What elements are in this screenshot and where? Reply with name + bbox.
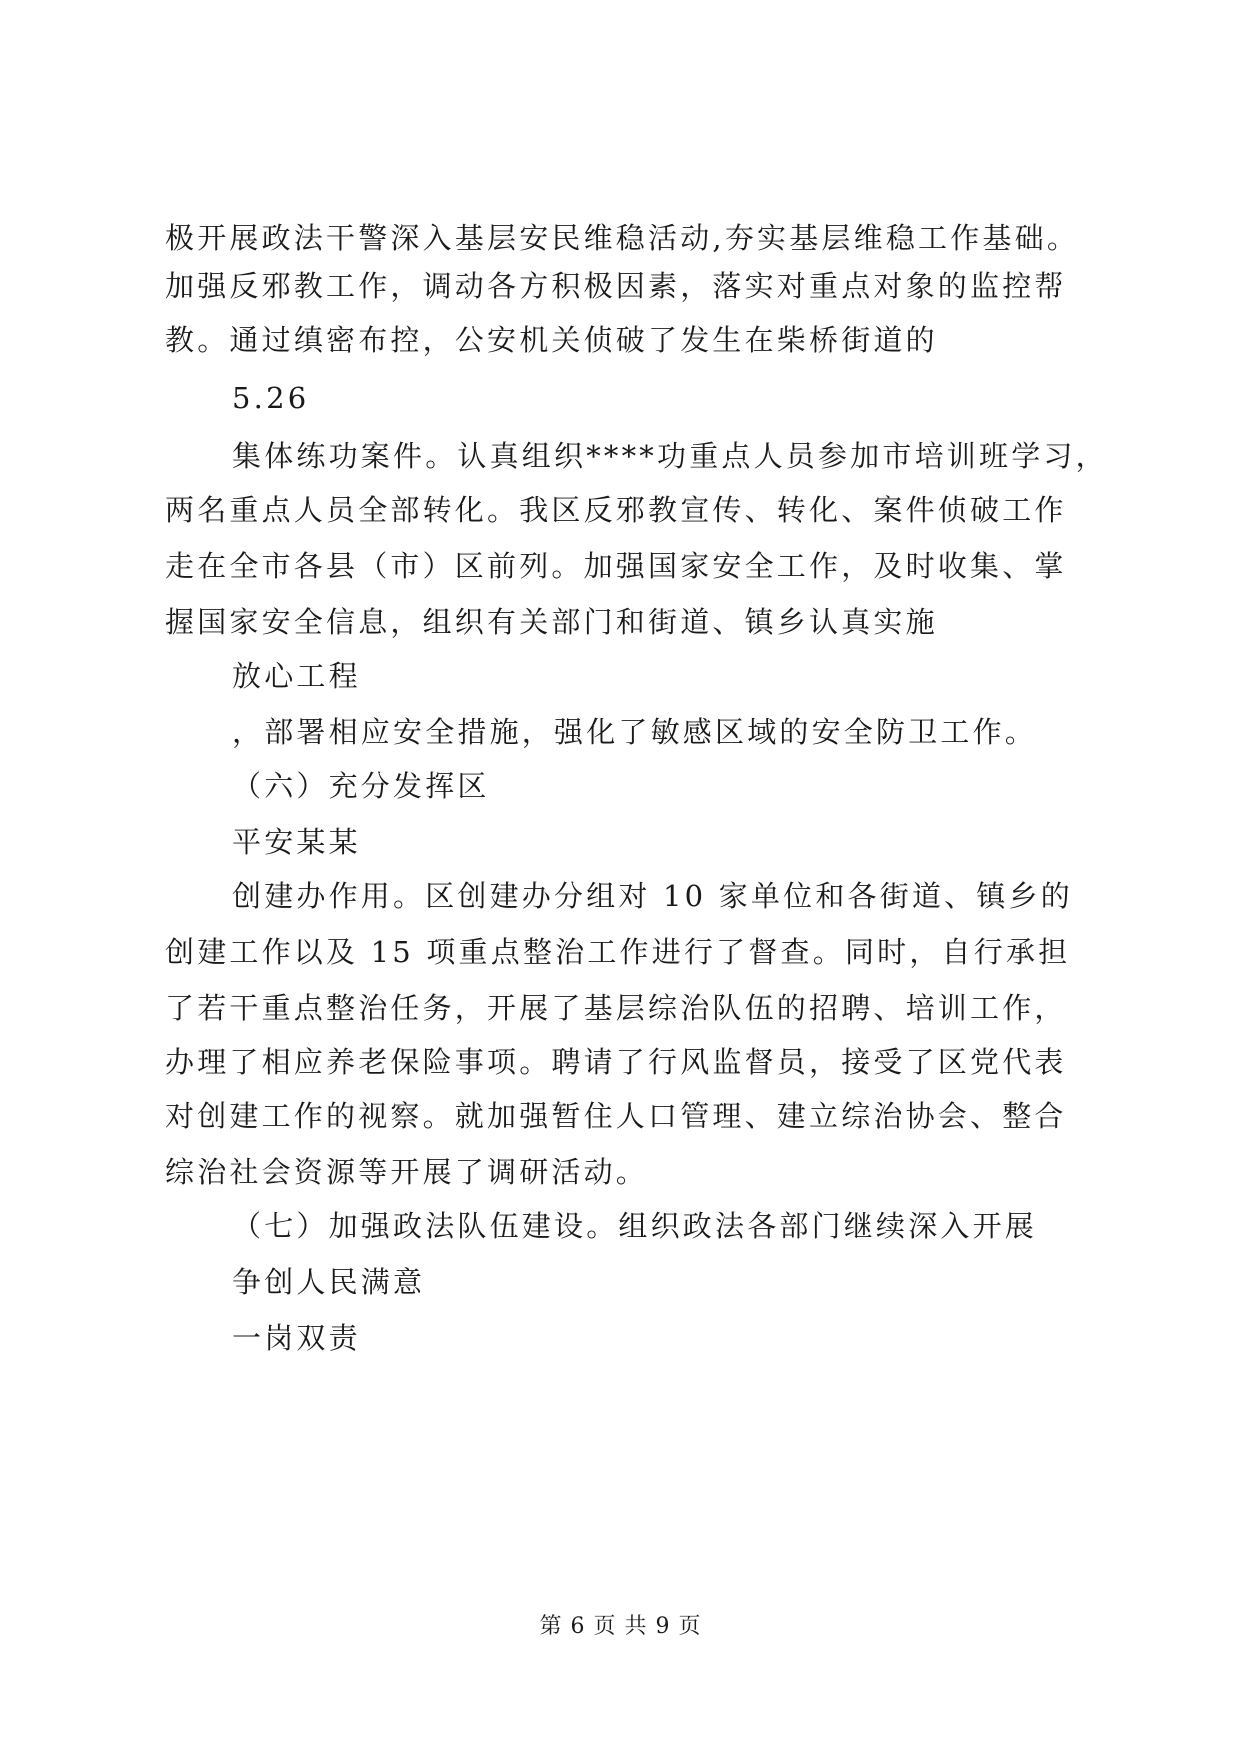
body-line-4: 5.26 — [232, 381, 310, 415]
body-line-10: ，部署相应安全措施，强化了敏感区域的安全防卫工作。 — [232, 715, 1038, 749]
body-line-8: 握国家安全信息，组织有关部门和街道、镇乡认真实施 — [165, 605, 938, 639]
body-line-15: 了若干重点整治任务，开展了基层综治队伍的招聘、培训工作， — [165, 991, 1067, 1025]
body-line-17: 对创建工作的视察。就加强暂住人口管理、建立综治协会、整合 — [165, 1099, 1067, 1133]
body-line-18: 综治社会资源等开展了调研活动。 — [165, 1155, 649, 1189]
body-line-19: （七）加强政法队伍建设。组织政法各部门继续深入开展 — [232, 1209, 1038, 1243]
body-line-20: 争创人民满意 — [232, 1265, 426, 1299]
body-line-7: 走在全市各县（市）区前列。加强国家安全工作，及时收集、掌 — [165, 549, 1067, 583]
body-line-2: 加强反邪教工作，调动各方积极因素，落实对重点对象的监控帮 — [165, 269, 1067, 303]
body-line-16: 办理了相应养老保险事项。聘请了行风监督员，接受了区党代表 — [165, 1045, 1067, 1079]
body-line-3: 教。通过缜密布控，公安机关侦破了发生在柴桥街道的 — [165, 323, 938, 357]
body-line-9: 放心工程 — [232, 659, 361, 693]
body-line-14: 创建工作以及 15 项重点整治工作进行了督查。同时，自行承担 — [165, 935, 1071, 969]
body-line-6: 两名重点人员全部转化。我区反邪教宣传、转化、案件侦破工作 — [165, 493, 1067, 527]
body-line-21: 一岗双责 — [232, 1321, 361, 1355]
body-line-11: （六）充分发挥区 — [232, 769, 490, 803]
body-line-13: 创建办作用。区创建办分组对 10 家单位和各街道、镇乡的 — [232, 879, 1073, 913]
body-line-12: 平安某某 — [232, 825, 361, 859]
body-line-1: 极开展政法干警深入基层安民维稳活动,夯实基层维稳工作基础。 — [165, 221, 1080, 255]
body-line-5: 集体练功案件。认真组织****功重点人员参加市培训班学习， — [232, 439, 1108, 473]
page-number-footer: 第 6 页 共 9 页 — [539, 1614, 702, 1639]
